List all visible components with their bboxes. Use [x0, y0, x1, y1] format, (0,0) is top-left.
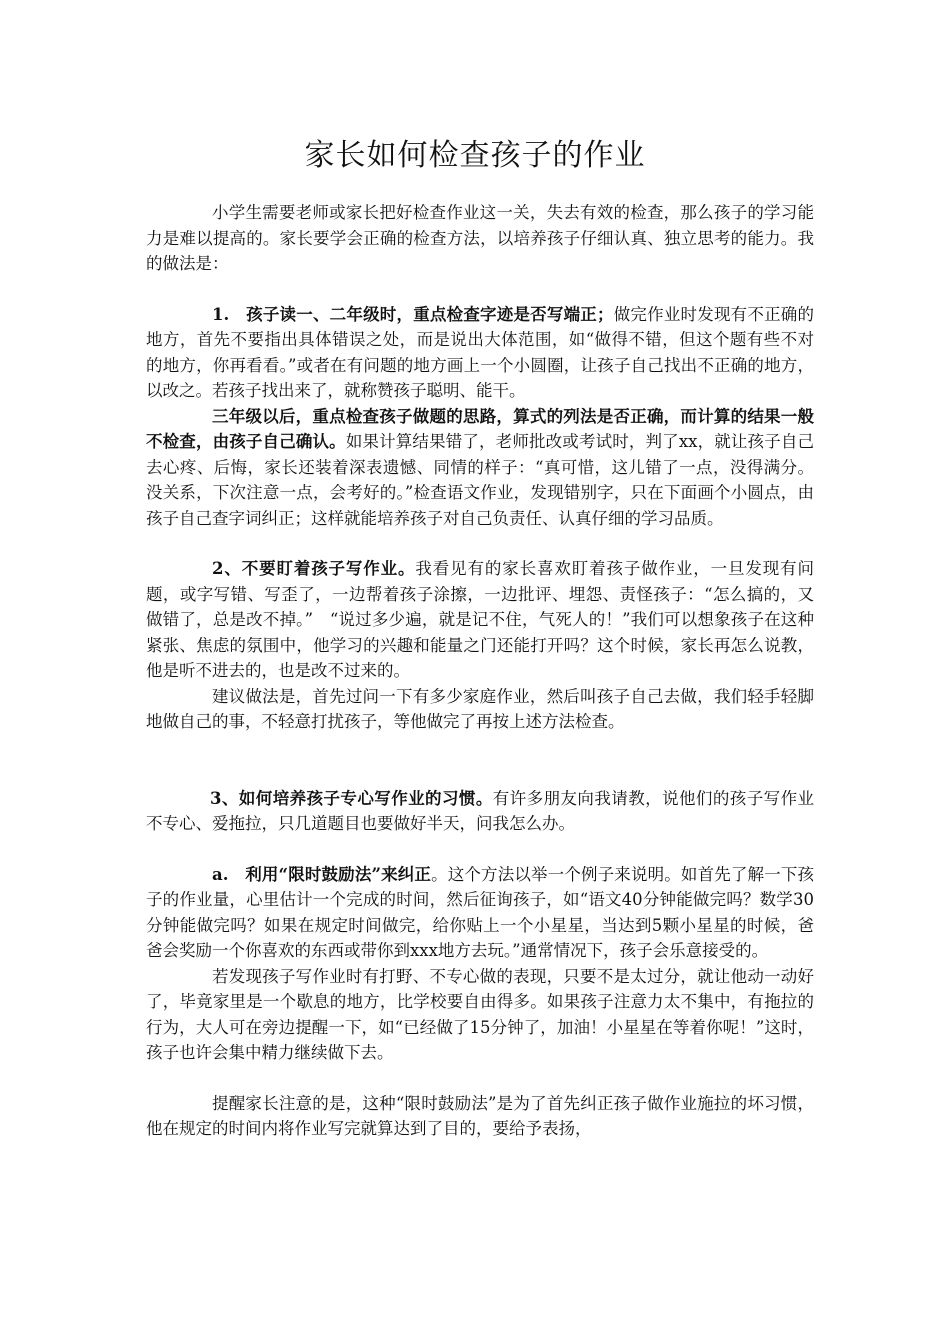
- section-a3-paragraph: 提醒家长注意的是，这种“限时鼓励法”是为了首先纠正孩子做作业施拉的坏习惯，他在规定的时间内将作业写完就算达到了目的，要给予表扬，: [146, 1093, 814, 1138]
- section-a2-paragraph: 若发现孩子写作业时有打野、不专心做的表现，只要不是太过分，就让他动一动好了，毕竟家里是一个歇息的地方，比学校要自由得多。如果孩子注意力太不集中，有拖拉的行为，大人可在旁边提醒一下，如“已经做了15分钟了，加油！小星星在等着你呢！”这时，孩子也许会集中精力继续做下去。: [146, 966, 814, 1062]
- section-1-heading: 1. 孩子读一、二年级时，重点检查字迹是否写端正；: [212, 304, 614, 324]
- spacer: [146, 837, 814, 862]
- section-a-paragraph: [146, 862, 814, 964]
- section-2b-paragraph: 建议做法是，首先过问一下有多少家庭作业，然后叫孩子自己去做，我们轻手轻脚地做自己的事，不轻意打扰孩子，等他做完了再按上述方法检查。: [146, 686, 814, 731]
- section-2-text: 我看见有的家长喜欢盯着孩子做作业，一旦发现有问题，或字写错、写歪了，一边帮着孩子涂擦，一边批评、埋怨、责怪孩子：“怎么搞的，又做错了，总是改不掉。” “说过多少遍，就是记不住，气死人的！”我们可以想象孩子在这种紧张、焦虑的氛围中，他学习的兴趣和能量之门还能打开吗？这个时候，家长再怎么说教，他是听不进去的，也是改不过来的。: [146, 559, 815, 680]
- spacer: [146, 277, 814, 302]
- intro-paragraph: 小学生需要老师或家长把好检查作业这一关，失去有效的检查，那么孩子的学习能力是难以提高的。家长要学会正确的检查方法，以培养孩子仔细认真、独立思考的能力。我的做法是：: [146, 203, 814, 273]
- section-a-heading: a. 利用“限时鼓励法”来纠正: [212, 864, 432, 884]
- section-3-text: 有许多朋友向我请教，说他们的孩子写作业不专心、爱拖拉，只几道题目也要做好半天，问我怎么办。: [146, 788, 815, 833]
- section-a-text: 。这个方法以举一个例子来说明。如首先了解一下孩子的作业量，心里估计一个完成的时间，然后征询孩子，如“语文40分钟能做完吗？数学30分钟能做完吗？如果在规定时间做完，给你贴上一个小星星，当达到5颗小星星的时候，爸爸会奖励一个你喜欢的东西或带你到xxx地方去玩。”通常情况下，孩子会乐意接受的。: [146, 864, 815, 960]
- section-1b-heading: 三年级以后，重点检查孩子做题的思路，算式的列法是否正确，而计算的结果一般不检查，由孩子自己确认。: [146, 406, 814, 451]
- spacer: [146, 531, 814, 556]
- section-3-paragraph: [146, 786, 814, 837]
- section-2-paragraph: [146, 556, 814, 684]
- section-3-heading: 3、如何培养孩子专心写作业的习惯。: [210, 788, 493, 808]
- section-2-heading: 2、不要盯着孩子写作业。: [212, 559, 416, 578]
- section-1-text: 做完作业时发现有不正确的地方，首先不要指出具体错误之处，而是说出大体范围，如“做得不错，但这个题有些不对的地方，你再看看。”或者在有问题的地方画上一个小圆圈，让孩子自己找出不正确的地方，以改之。若孩子找出来了，就称赞孩子聪明、能干。: [146, 304, 814, 400]
- document-title: 家长如何检查孩子的作业: [304, 138, 646, 173]
- document-body: [146, 200, 814, 1142]
- section-1b-paragraph: [146, 404, 814, 532]
- spacer: [146, 735, 814, 786]
- section-1-paragraph: [146, 302, 814, 404]
- section-1b-text: 如果计算结果错了，老师批改或考试时，判了xx，就让孩子自己去心疼、后悔，家长还装着深表遗憾、同情的样子：“真可惜，这儿错了一点，没得满分。没关系，下次注意一点，会考好的。”检查语文作业，发现错别字，只在下面画个小圆点，由孩子自己查字词纠正；这样就能培养孩子对自己负责任、认真仔细的学习品质。: [146, 432, 814, 528]
- spacer: [146, 1066, 814, 1091]
